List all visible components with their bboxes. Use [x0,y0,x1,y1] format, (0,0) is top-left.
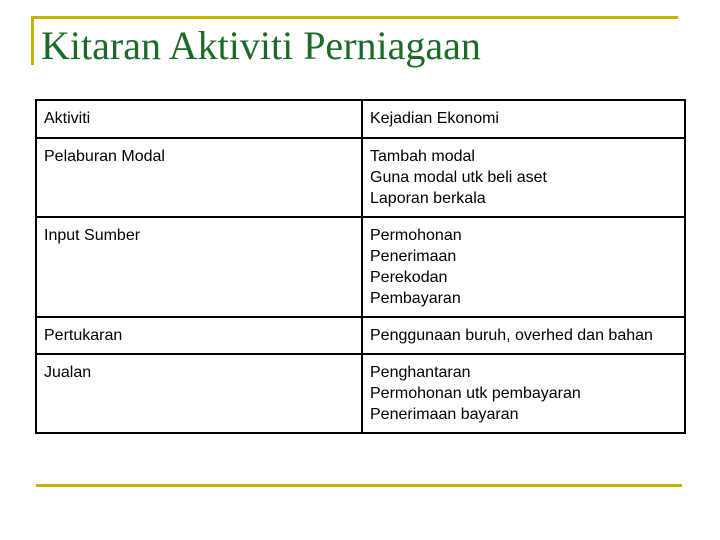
activity-cell: Jualan [36,354,362,433]
frame-bottom-line [36,484,682,487]
events-cell [362,354,685,433]
activity-cell: Input Sumber [36,217,362,317]
events-cell [362,138,685,217]
events-cell [362,317,685,354]
table-row [36,317,685,354]
activity-cell: Pertukaran [36,317,362,354]
event-item: Penerimaan bayaran [370,406,519,423]
events-cell [362,217,685,317]
table-row [36,354,685,433]
event-item: Guna modal utk beli aset [370,169,547,186]
event-item: Perekodan [370,269,448,286]
header-cell-activity: Aktiviti [36,100,362,138]
header-cell-events: Kejadian Ekonomi [362,100,685,138]
event-item: Permohonan [370,227,462,244]
event-item: Penghantaran [370,364,471,381]
table-row [36,217,685,317]
event-item: Penggunaan buruh, overhed dan bahan [370,327,653,344]
event-item: Laporan berkala [370,190,486,207]
frame-left-line [31,16,34,65]
activity-table [35,99,686,434]
slide-title: Kitaran Aktiviti Perniagaan [41,23,481,68]
table-row [36,138,685,217]
activity-cell: Pelaburan Modal [36,138,362,217]
event-item: Pembayaran [370,290,461,307]
event-item: Penerimaan [370,248,457,265]
event-item: Tambah modal [370,148,475,165]
event-item: Permohonan utk pembayaran [370,385,581,402]
frame-top-line [31,16,678,19]
table-header-row [36,100,685,138]
